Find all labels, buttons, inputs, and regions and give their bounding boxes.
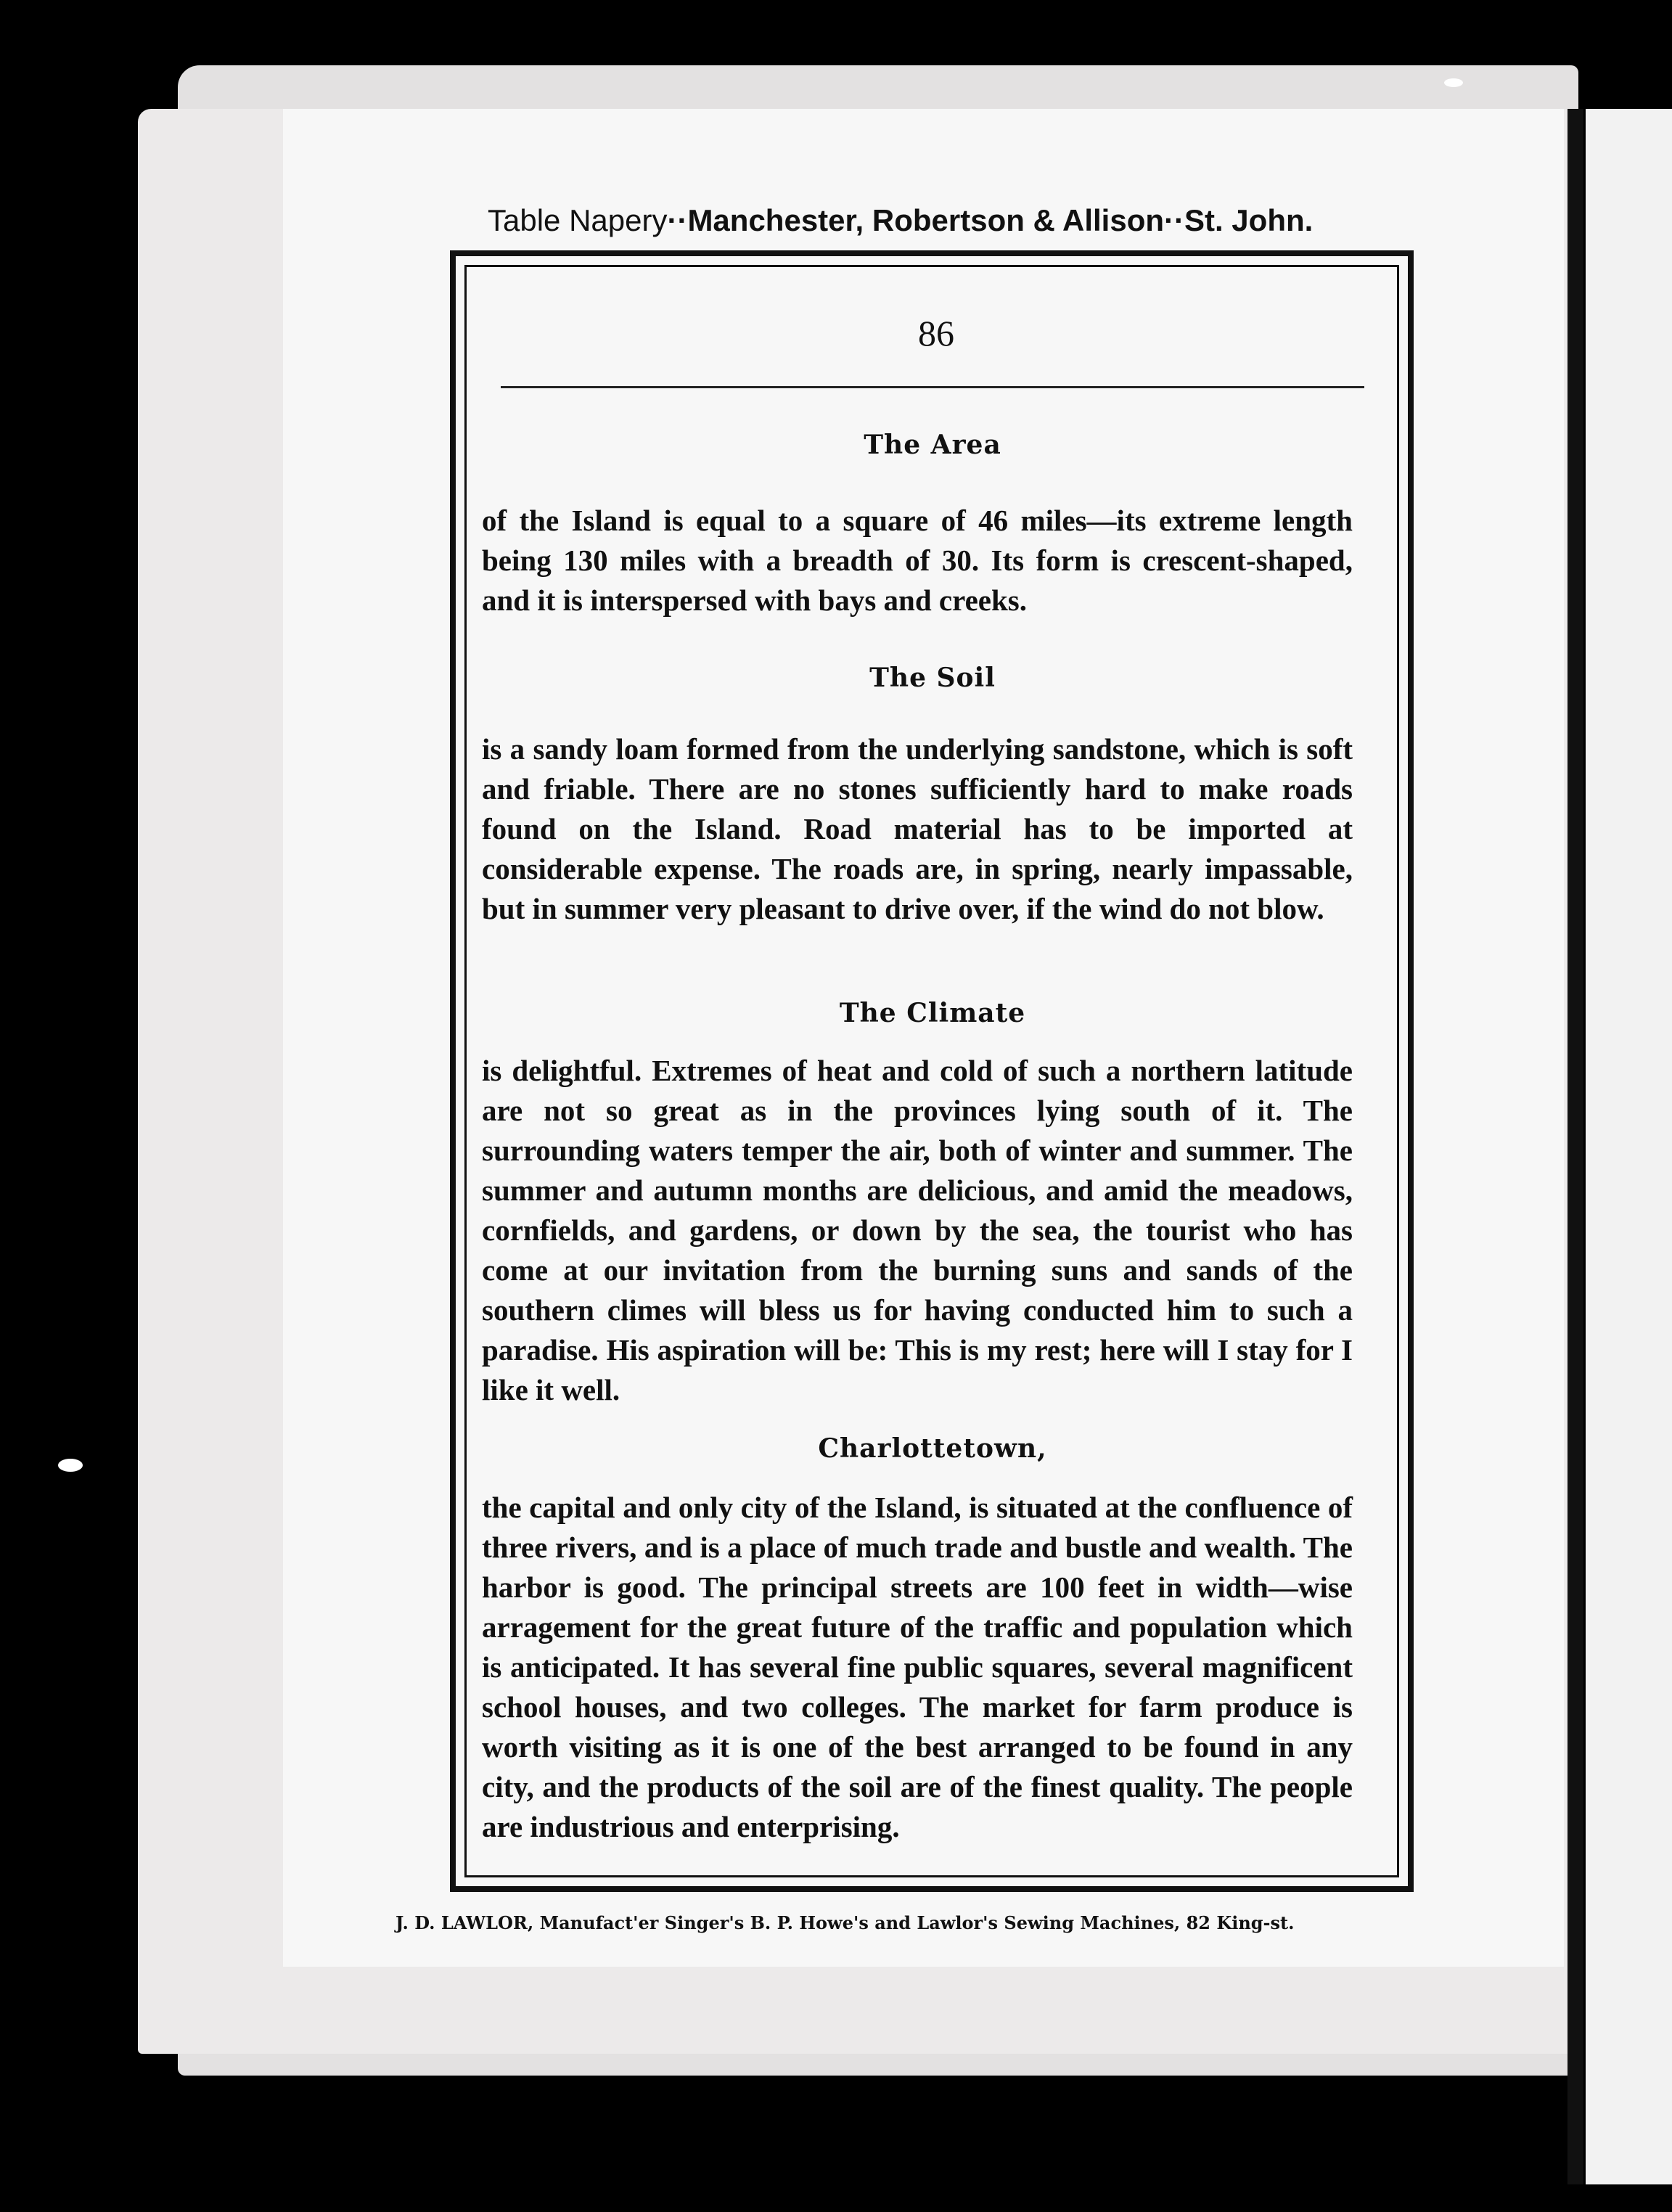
header-rule [501, 386, 1364, 388]
section-body-area: of the Island is equal to a square of 46 miles—its extreme length being 130 miles with a breadth of 30. Its form is crescent-shaped, and it is interspersed with bays and creeks. [482, 504, 1353, 617]
scan-speck [1444, 78, 1463, 87]
section-heading-area: The Area [864, 430, 1001, 460]
header-lead: Table Napery [488, 203, 668, 237]
section-heading-charlottetown: Charlottetown, [818, 1433, 1047, 1464]
section-body-climate: is delightful. Extremes of heat and cold of such a northern latitude are not so great as in the provinces lying south of it. The surrounding waters temper the air, both of winter and summer. The summer and autumn months are delicious, and amid the meadows, cornfields, and gardens, or down by the sea, the tourist who has come at our invitation from the burning suns and sands of the southern climes will bless us for having conducted him to such a paradise. His aspiration will be: This is my rest; here will I stay for I like it well. [482, 1054, 1353, 1406]
section-body-charlottetown: the capital and only city of the Island, is situated at the confluence of three rivers, and is a place of much trade and bustle and wealth. The harbor is good. The principal streets are 100 feet in width—wise arragement for the great future of the traffic and population which is anticipated. It has several fine public squares, several magnificent school houses, and two colleges. The market for farm produce is worth visiting as it is one of the best arranged to be found in any city, and the products of the soil are of the finest quality. The people are industrious and enterprising. [482, 1491, 1353, 1843]
section-body-soil: is a sandy loam formed from the underlying sandstone, which is soft and friable. There are no stones sufficiently hard to make roads found on the Island. Road material has to be imported at considerable expense. The roads are, in spring, nearly impassable, but in summer very pleasant to drive over, if the wind do not blow. [482, 732, 1353, 925]
advertisement-header [488, 203, 1388, 238]
section-heading-climate: The Climate [839, 998, 1026, 1028]
advertisement-footer: J. D. LAWLOR, Manufact'er Singer's B. P. Howe's and Lawlor's Sewing Machines, 82 King-st. [396, 1912, 1295, 1933]
page-gutter-shadow [1568, 109, 1583, 2184]
scan-speck [58, 1459, 83, 1472]
section-heading-soil: The Soil [869, 663, 996, 693]
header-rest: ··Manchester, Robertson & Allison··St. John. [667, 203, 1314, 237]
page-number: 86 [918, 313, 954, 353]
facing-page-edge [1586, 109, 1672, 2184]
